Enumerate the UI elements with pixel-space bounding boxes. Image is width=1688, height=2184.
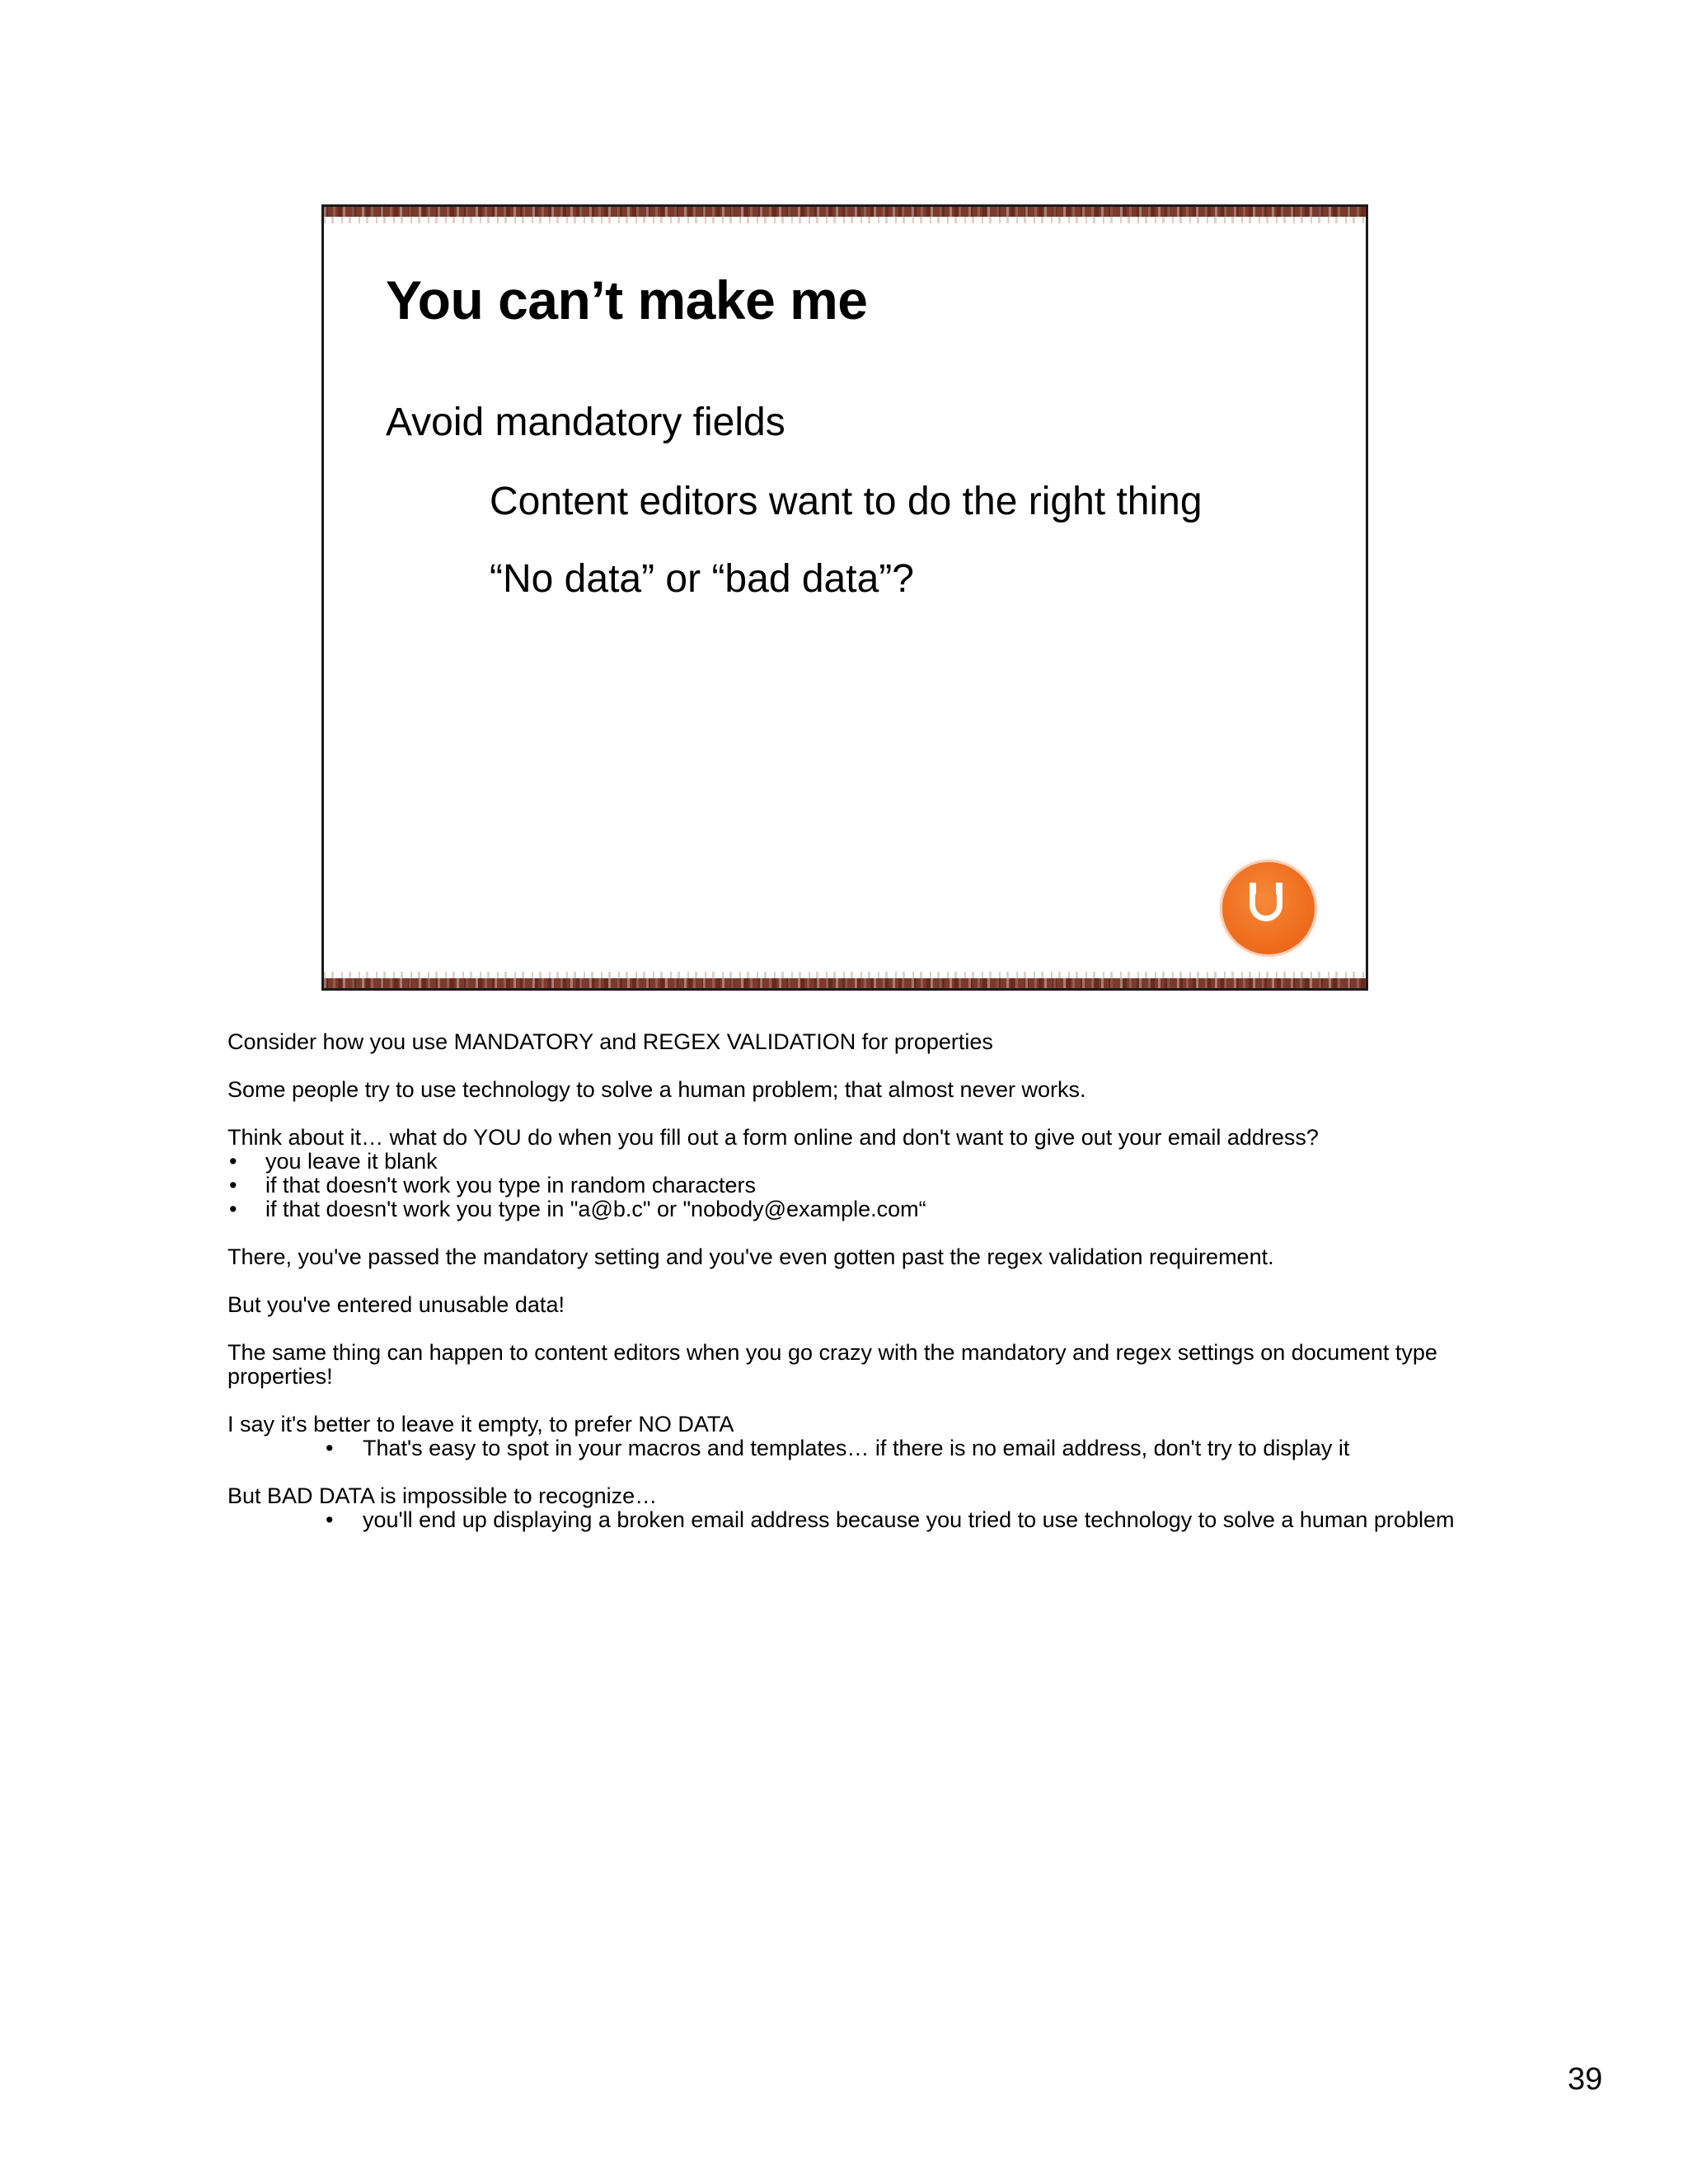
notes-paragraph: Think about it… what do YOU do when you fill out a form online and don't want to give out your email address? — [227, 1125, 1319, 1150]
slide-bullet-level2-2: “No data” or “bad data”? — [490, 557, 914, 601]
list-item: • That's easy to spot in your macros and templates… if there is no email address, don't try to display it — [227, 1436, 1480, 1460]
notes-bullet-list — [227, 1508, 1480, 1532]
slide-thumbnail — [321, 204, 1368, 991]
list-item: • you leave it blank — [227, 1150, 1480, 1174]
slide-bullet-level1: Avoid mandatory fields — [386, 401, 785, 444]
notes-bullet-list — [227, 1436, 1480, 1460]
notes-paragraph: But BAD DATA is impossible to recognize… — [227, 1483, 658, 1508]
notes-paragraph: But you've entered unusable data! — [227, 1292, 565, 1317]
slide-title: You can’t make me — [386, 269, 868, 330]
notes-bullet-list — [227, 1150, 1480, 1221]
list-item: • you'll end up displaying a broken email address because you tried to use technology to solve a human problem — [227, 1508, 1480, 1532]
list-item: • if that doesn't work you type in "a@b.c" or "nobody@example.com“ — [227, 1197, 1480, 1221]
list-item: • if that doesn't work you type in random characters — [227, 1174, 1480, 1197]
slide-bullet-level2-1: Content editors want to do the right thing — [490, 480, 1203, 523]
notes-paragraph: I say it's better to leave it empty, to prefer NO DATA — [227, 1412, 734, 1436]
speaker-notes — [227, 1030, 1480, 1556]
page-number: 39 — [1568, 2062, 1603, 2097]
umbraco-logo-icon — [1222, 862, 1315, 954]
slide-top-border — [324, 207, 1366, 217]
notes-paragraph: Consider how you use MANDATORY and REGEX VALIDATION for properties — [227, 1029, 993, 1054]
notes-paragraph: The same thing can happen to content editors when you go crazy with the mandatory and regex settings on document type properties! — [227, 1340, 1437, 1389]
slide-bottom-border — [324, 978, 1366, 988]
notes-paragraph: Some people try to use technology to solve a human problem; that almost never works. — [227, 1077, 1086, 1102]
notes-paragraph: There, you've passed the mandatory setting and you've even gotten past the regex validation requirement. — [227, 1244, 1274, 1269]
